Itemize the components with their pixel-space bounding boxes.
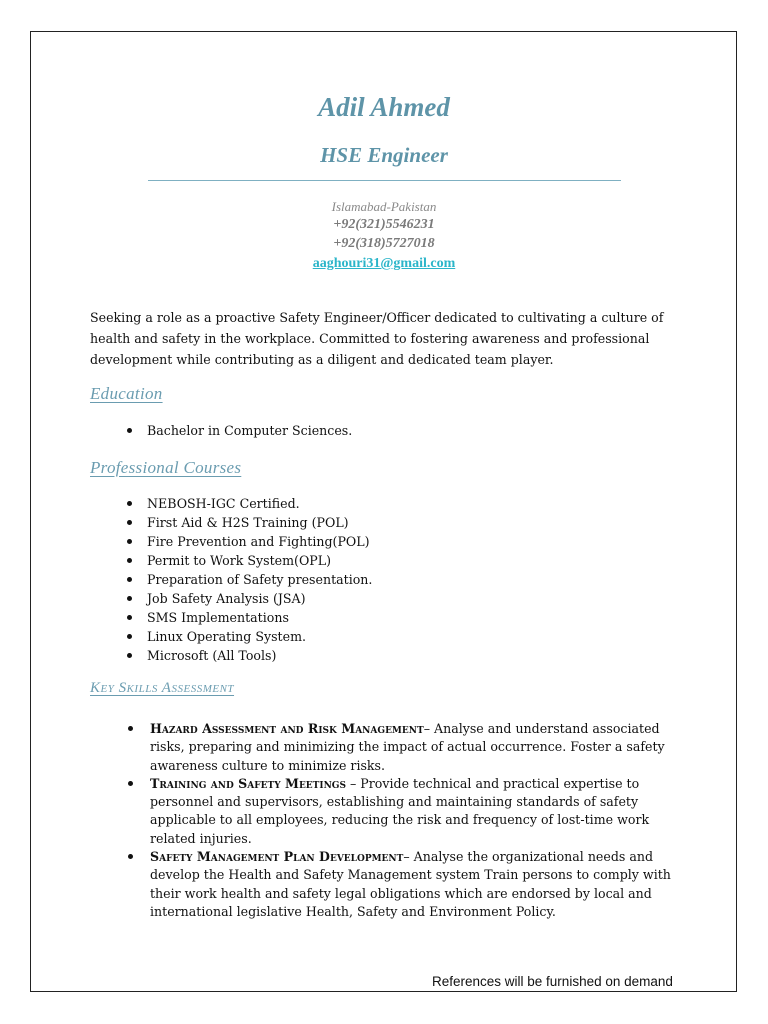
list-item: SMS Implementations [127,608,372,627]
skill-item [127,848,672,921]
list-item: Fire Prevention and Fighting(POL) [127,532,372,551]
education-list [127,421,352,440]
list-item: Microsoft (All Tools) [127,646,372,665]
summary-paragraph: Seeking a role as a proactive Safety Engineer/Officer dedicated to cultivating a culture of health and safety in the workplace. Committed to fostering awareness and professional development while contributing as a diligent and dedicated team player. [90,310,664,367]
list-item: Permit to Work System(OPL) [127,551,372,570]
references-note: References will be furnished on demand [432,974,673,989]
list-item: Preparation of Safety presentation. [127,570,372,589]
list-item: Bachelor in Computer Sciences. [127,421,352,440]
courses-list [127,494,372,665]
skills-heading: Key Skills Assessment [90,680,235,696]
skill-text: – Provide technical and practical expertise to personnel and supervisors, establishing and maintaining standards of safety applicable to all employees, reducing the risk and frequency of lost-time work related injuries. [150,775,650,846]
skill-item [127,775,672,848]
skill-text: – Analyse the organizational needs and develop the Health and Safety Management system Train persons to comply with their work health and safety legal obligations which are endorsed by local and international legislative Health, Safety and Environment Policy. [150,849,671,919]
list-item: NEBOSH-IGC Certified. [127,494,372,513]
skill-title: Training and Safety Meetings [150,775,346,791]
contact-phone-2: +92(318)5727018 [333,236,435,251]
list-item: First Aid & H2S Training (POL) [127,513,372,532]
title-divider [148,180,621,181]
education-heading: Education [90,384,163,403]
skills-list [127,720,672,921]
candidate-role: HSE Engineer [320,143,448,167]
skill-item [127,720,672,775]
skill-text: – Analyse and understand associated risks, preparing and minimizing the impact of actual occurrence. Foster a safety awareness culture to minimize risks. [150,721,665,773]
contact-phone-1: +92(321)5546231 [333,217,435,232]
list-item: Job Safety Analysis (JSA) [127,589,372,608]
contact-location: Islamabad-Pakistan [331,199,437,214]
email-link[interactable]: aaghouri31@gmail.com [312,256,456,271]
list-item: Linux Operating System. [127,627,372,646]
skill-title: Hazard Assessment and Risk Management [150,721,424,736]
courses-heading: Professional Courses [90,458,242,477]
contact-email [0,256,768,272]
candidate-name: Adil Ahmed [318,92,450,122]
skill-title: Safety Management Plan Development [150,849,404,865]
